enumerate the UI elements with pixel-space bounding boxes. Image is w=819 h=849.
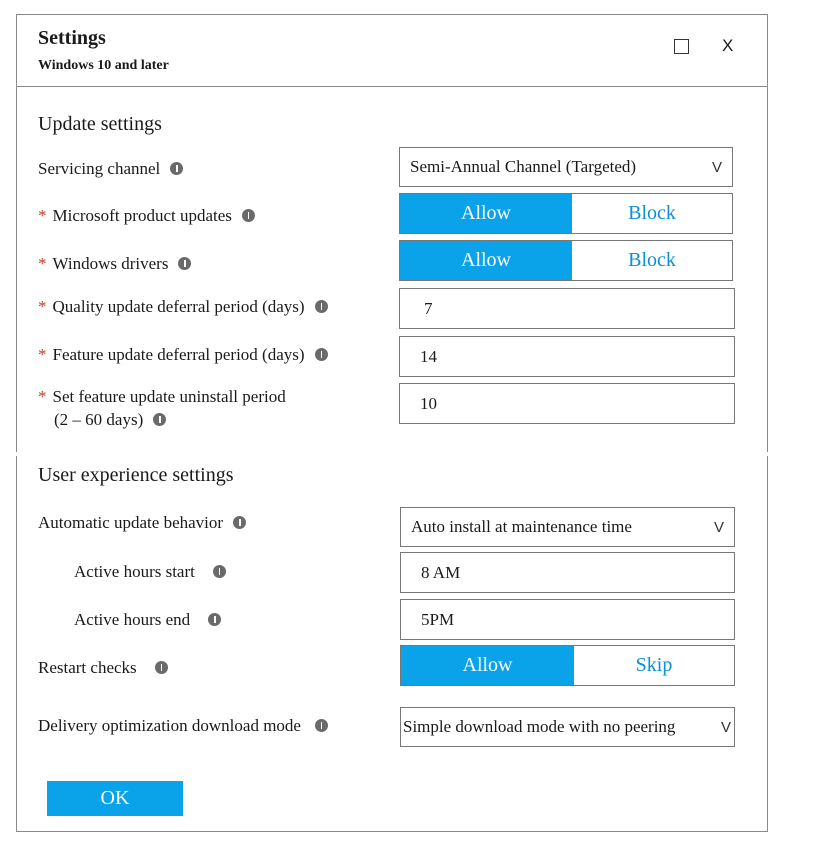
windows-drivers-toggle xyxy=(399,240,733,281)
update-settings-heading: Update settings xyxy=(38,113,162,135)
feature-deferral-input[interactable]: 14 xyxy=(399,336,735,377)
windows-drivers-label: * Windows drivers xyxy=(38,254,191,274)
info-icon[interactable] xyxy=(315,719,328,732)
microsoft-product-updates-toggle xyxy=(399,193,733,234)
block-option[interactable]: Block xyxy=(572,194,732,233)
automatic-update-behavior-label: Automatic update behavior xyxy=(38,513,246,533)
info-icon[interactable] xyxy=(213,565,226,578)
info-icon[interactable] xyxy=(155,661,168,674)
active-hours-start-label: Active hours start xyxy=(74,562,226,582)
info-icon[interactable] xyxy=(315,300,328,313)
restart-checks-toggle xyxy=(400,645,735,686)
maximize-icon[interactable] xyxy=(674,39,689,54)
delivery-optimization-value: Simple download mode with no peering xyxy=(403,717,676,736)
close-button[interactable]: X xyxy=(722,36,734,55)
info-icon[interactable] xyxy=(233,516,246,529)
microsoft-product-updates-label: * Microsoft product updates xyxy=(38,206,255,226)
border-gap-left xyxy=(13,452,21,456)
delivery-optimization-select[interactable] xyxy=(400,707,735,747)
quality-deferral-input[interactable]: 7 xyxy=(399,288,735,329)
panel-title: Settings xyxy=(38,27,106,49)
allow-option[interactable]: Allow xyxy=(401,646,574,685)
panel-subtitle: Windows 10 and later xyxy=(38,58,169,73)
chevron-down-icon: V xyxy=(711,158,722,176)
ok-button[interactable]: OK xyxy=(47,781,183,816)
uninstall-period-range: (2 – 60 days) xyxy=(54,410,166,430)
servicing-channel-label: Servicing channel xyxy=(38,159,183,179)
border-gap xyxy=(764,452,772,456)
active-hours-start-input[interactable]: 8 AM xyxy=(400,552,735,593)
uninstall-period-label: * Set feature update uninstall period xyxy=(38,387,286,406)
chevron-down-icon: V xyxy=(720,718,731,736)
active-hours-end-input[interactable]: 5PM xyxy=(400,599,735,640)
uninstall-period-input[interactable]: 10 xyxy=(399,383,735,424)
automatic-update-behavior-select[interactable] xyxy=(400,507,735,547)
allow-option[interactable]: Allow xyxy=(400,194,572,233)
servicing-channel-value: Semi-Annual Channel (Targeted) xyxy=(410,157,637,176)
user-experience-heading: User experience settings xyxy=(38,464,234,486)
restart-checks-label: Restart checks xyxy=(38,658,168,678)
block-option[interactable]: Block xyxy=(572,241,732,280)
servicing-channel-select[interactable] xyxy=(399,147,733,187)
delivery-optimization-label: Delivery optimization download mode xyxy=(38,716,328,736)
chevron-down-icon: V xyxy=(713,518,724,536)
active-hours-end-label: Active hours end xyxy=(74,610,221,630)
feature-deferral-label: * Feature update deferral period (days) xyxy=(38,345,328,365)
skip-option[interactable]: Skip xyxy=(574,646,734,685)
info-icon[interactable] xyxy=(242,209,255,222)
automatic-update-behavior-value: Auto install at maintenance time xyxy=(411,517,632,536)
quality-deferral-label: * Quality update deferral period (days) xyxy=(38,297,328,317)
info-icon[interactable] xyxy=(178,257,191,270)
info-icon[interactable] xyxy=(208,613,221,626)
info-icon[interactable] xyxy=(315,348,328,361)
info-icon[interactable] xyxy=(153,413,166,426)
info-icon[interactable] xyxy=(170,162,183,175)
allow-option[interactable]: Allow xyxy=(400,241,572,280)
header-divider xyxy=(16,86,768,87)
